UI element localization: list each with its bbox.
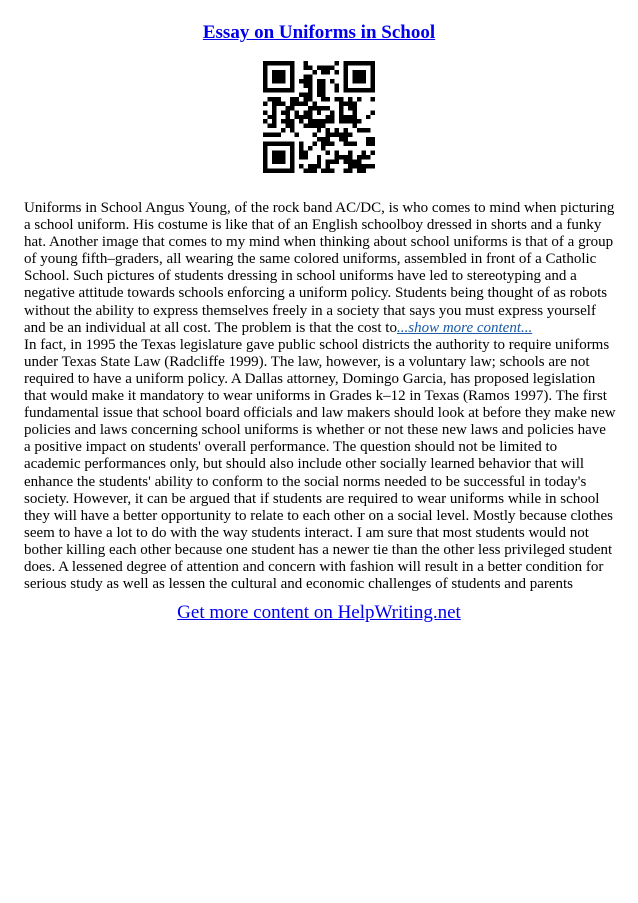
essay-paragraph-2: In fact, in 1995 the Texas legislature gave public school districts the authority to require uniforms under Texas State Law (Radcliffe 1999). The law, however, is a voluntary law; schools are not required to have a uniform policy. A Dallas attorney, Domingo Garcia, has proposed legislation that would make it mandatory to wear uniforms in Grades k–12 in Texas (Ramos 1997). The first fundamental issue that school board officials and law makers should look at before they make new policies and laws concerning school uniforms is whether or not these new laws and policies have a positive impact on students' overall performance. The question should not be limited to academic performances only, but should also include other socially learned behavior that will enhance the students' ability to conform to the social norms needed to be successful in today's society. However, it can be argued that if students are required to wear uniforms while in school they will have a better opportunity to relate to each other on a social level. Mostly because clothes seem to have a lot to do with the way students interact. I am sure that most students would not bother killing each other because one student has a newer tie than the other less privileged student does. A lessened degree of attention and concern with fashion will result in a better condition for serious study as well as lessen the cultural and economic challenges of students and parents [24, 336, 616, 593]
qr-code-icon [263, 61, 375, 173]
show-more-link[interactable]: ...show more content... [396, 319, 533, 336]
page-title[interactable]: Essay on Uniforms in School [202, 22, 436, 43]
paragraph-1-text: Uniforms in School Angus Young, of the rock band AC/DC, is who comes to mind when picturing a school uniform. His costume is like that of an English schoolboy dressed in shorts and a funky hat. Another image that comes to my mind when thinking about school uniforms is that of a group of young fifth–graders, all wearing the same colored uniforms, assembled in front of a Catholic School. Such pictures of students dressing in school uniforms have led to stereotyping and a negative attitude towards schools enforcing a uniform policy. Students being thought of as robots without the ability to express themselves freely in a society that says you must express yourself and be an individual at all cost. The problem is that the cost to [24, 200, 615, 336]
essay-body [24, 200, 616, 593]
get-more-content-link[interactable]: Get more content on HelpWriting.net [177, 602, 461, 623]
essay-paragraph-1 [24, 200, 616, 337]
